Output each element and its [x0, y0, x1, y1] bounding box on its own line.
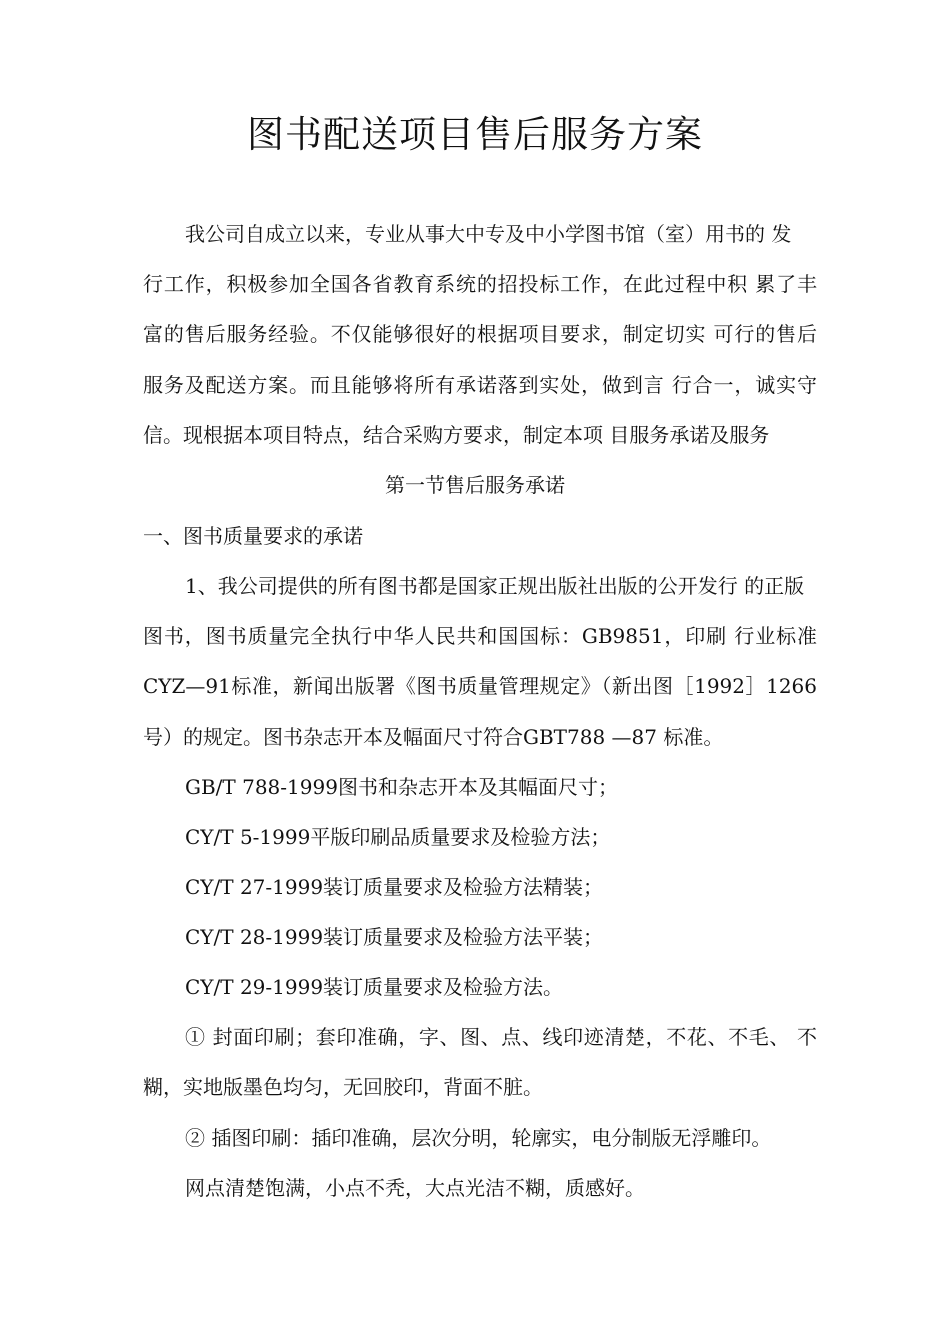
intro-line: 行工作，积极参加全国各省教育系统的招投标工作，在此过程中积 累了丰 — [143, 272, 817, 296]
item1-line: CYZ—91标准，新闻出版署《图书质量管理规定》（新出图［1992］1266 — [143, 674, 817, 698]
cover-printing-line: ① 封面印刷；套印准确，字、图、点、线印迹清楚，不花、不毛、 不 — [185, 1025, 817, 1049]
section-heading: 第一节售后服务承诺 — [385, 473, 565, 497]
standard-item: CY/T 28-1999装订质量要求及检验方法平装； — [185, 925, 604, 949]
item1-line: 图书，图书质量完全执行中华人民共和国国标：GB9851，印刷 行业标准 — [143, 624, 817, 648]
intro-line: 服务及配送方案。而且能够将所有承诺落到实处，做到言 行合一，诚实守 — [143, 373, 817, 397]
subheading: 一、图书质量要求的承诺 — [143, 524, 363, 548]
standard-item: CY/T 5-1999平版印刷品质量要求及检验方法； — [185, 825, 611, 849]
intro-line: 富的售后服务经验。不仅能够很好的根据项目要求，制定切实 可行的售后 — [143, 322, 817, 346]
cover-printing-line: 糊，实地版墨色均匀，无回胶印，背面不脏。 — [143, 1075, 543, 1099]
dot-quality: 网点清楚饱满，小点不秃，大点光洁不糊，质感好。 — [185, 1176, 645, 1200]
intro-line: 信。现根据本项目特点，结合采购方要求，制定本项 目服务承诺及服务 — [143, 423, 770, 447]
intro-line: 我公司自成立以来，专业从事大中专及中小学图书馆（室）用书的 发 — [185, 222, 792, 246]
illustration-printing: ② 插图印刷：插印准确，层次分明，轮廓实，电分制版无浮雕印。 — [185, 1126, 772, 1150]
standard-item: GB/T 788-1999图书和杂志开本及其幅面尺寸； — [185, 775, 618, 799]
standard-item: CY/T 27-1999装订质量要求及检验方法精装； — [185, 875, 604, 899]
standard-item: CY/T 29-1999装订质量要求及检验方法。 — [185, 975, 564, 999]
item1-line: 1、我公司提供的所有图书都是国家正规出版社出版的公开发行 的正版 — [185, 574, 805, 598]
item1-line: 号）的规定。图书杂志开本及幅面尺寸符合GBT788 —87 标准。 — [143, 725, 724, 749]
document-title: 图书配送项目售后服务方案 — [247, 113, 703, 156]
